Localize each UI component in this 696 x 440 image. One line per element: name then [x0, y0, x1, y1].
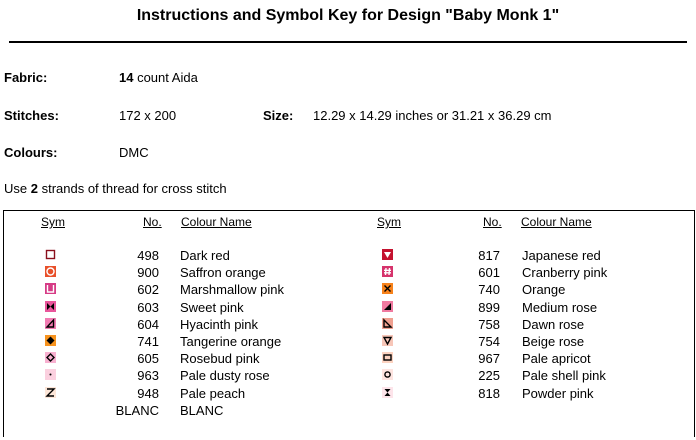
left-colour-name: Saffron orange [180, 265, 266, 281]
diamond-outline-icon [45, 352, 56, 363]
hash-icon [382, 266, 393, 277]
square-outline-icon [45, 249, 56, 260]
strands-post: strands of thread for cross stitch [37, 181, 227, 196]
left-colour-number: 604 [137, 316, 159, 332]
fabric-label: Fabric: [4, 70, 48, 85]
right-colour-name: Beige rose [522, 334, 585, 349]
colours-value: DMC [119, 145, 149, 160]
left-colour-name: Rosebud pink [180, 351, 260, 367]
bowtie-icon [45, 301, 56, 312]
title-divider [9, 41, 687, 43]
right-colour-number: 225 [478, 368, 500, 384]
left-colour-name: Dark red [180, 248, 230, 263]
left-colour-number: 602 [137, 282, 159, 298]
letter-z-icon [45, 387, 56, 398]
heart-icon [382, 249, 393, 260]
hourglass-icon [382, 387, 393, 398]
right-no-header: No. [483, 215, 502, 229]
strands-count: 2 [30, 181, 38, 196]
right-colour-number: 758 [478, 316, 500, 332]
left-colour-name: BLANC [180, 402, 224, 418]
right-colour-number: 740 [478, 282, 500, 298]
size-value: 12.29 x 14.29 inches or 31.21 x 36.29 cm [313, 108, 552, 123]
strands-instruction [4, 181, 227, 196]
right-colour-name: Dawn rose [522, 316, 585, 332]
rectangle-outline-icon [382, 352, 393, 363]
fabric-count: 14 [119, 70, 134, 85]
right-colour-name: Cranberry pink [522, 265, 608, 281]
right-colour-name: Medium rose [522, 299, 598, 315]
left-colour-number: 741 [137, 334, 159, 349]
right-name-header: Colour Name [521, 215, 592, 229]
left-sym-header: Sym [41, 215, 65, 229]
right-colour-number: 754 [478, 334, 500, 349]
left-colour-name: Pale dusty rose [180, 368, 270, 384]
left-colour-number: 603 [137, 299, 159, 315]
right-colour-number: 899 [478, 299, 500, 315]
right-colour-name: Orange [522, 282, 566, 298]
triangle-filled-icon [382, 301, 393, 312]
fabric-value [119, 70, 198, 85]
left-colour-name: Hyacinth pink [180, 316, 259, 332]
left-colour-number: 900 [137, 265, 159, 281]
left-colour-number: 498 [137, 248, 159, 263]
left-colour-number: 948 [137, 385, 159, 401]
small-circle-icon [382, 369, 393, 380]
left-colour-name: Tangerine orange [180, 334, 282, 349]
fabric-type: count Aida [133, 70, 198, 85]
left-name-header: Colour Name [181, 215, 252, 229]
circle-outline-icon [45, 266, 56, 277]
size-label: Size: [263, 108, 294, 123]
right-colour-name: Japanese red [522, 248, 601, 263]
right-sym-header: Sym [377, 215, 401, 229]
left-colour-name: Pale peach [180, 385, 246, 401]
down-triangle-icon [382, 335, 393, 346]
stitches-label: Stitches: [4, 108, 59, 123]
triangle-outline-icon [45, 318, 56, 329]
left-no-header: No. [143, 215, 162, 229]
right-colour-number: 601 [478, 265, 500, 281]
left-colour-name: Marshmallow pink [180, 282, 285, 298]
diamond-filled-icon [45, 335, 56, 346]
right-colour-name: Pale apricot [522, 351, 591, 367]
right-colour-name: Powder pink [522, 385, 594, 401]
colours-label: Colours: [4, 145, 58, 160]
dot-icon [45, 369, 56, 380]
stitches-value: 172 x 200 [119, 108, 177, 123]
x-mark-icon [382, 283, 393, 294]
page-title: Instructions and Symbol Key for Design "Baby Monk 1" [136, 7, 560, 24]
right-colour-number: 818 [478, 385, 500, 401]
left-colour-number: 605 [137, 351, 159, 367]
right-triangle-icon [382, 318, 393, 329]
left-colour-name: Sweet pink [180, 299, 244, 315]
left-colour-number: 963 [137, 368, 159, 384]
right-colour-number: 817 [478, 248, 500, 263]
left-colour-number: BLANC [115, 402, 159, 418]
right-colour-number: 967 [478, 351, 500, 367]
u-shape-icon [45, 283, 56, 294]
strands-pre: Use [4, 181, 31, 196]
blank-icon [45, 404, 56, 415]
right-colour-name: Pale shell pink [522, 368, 606, 384]
